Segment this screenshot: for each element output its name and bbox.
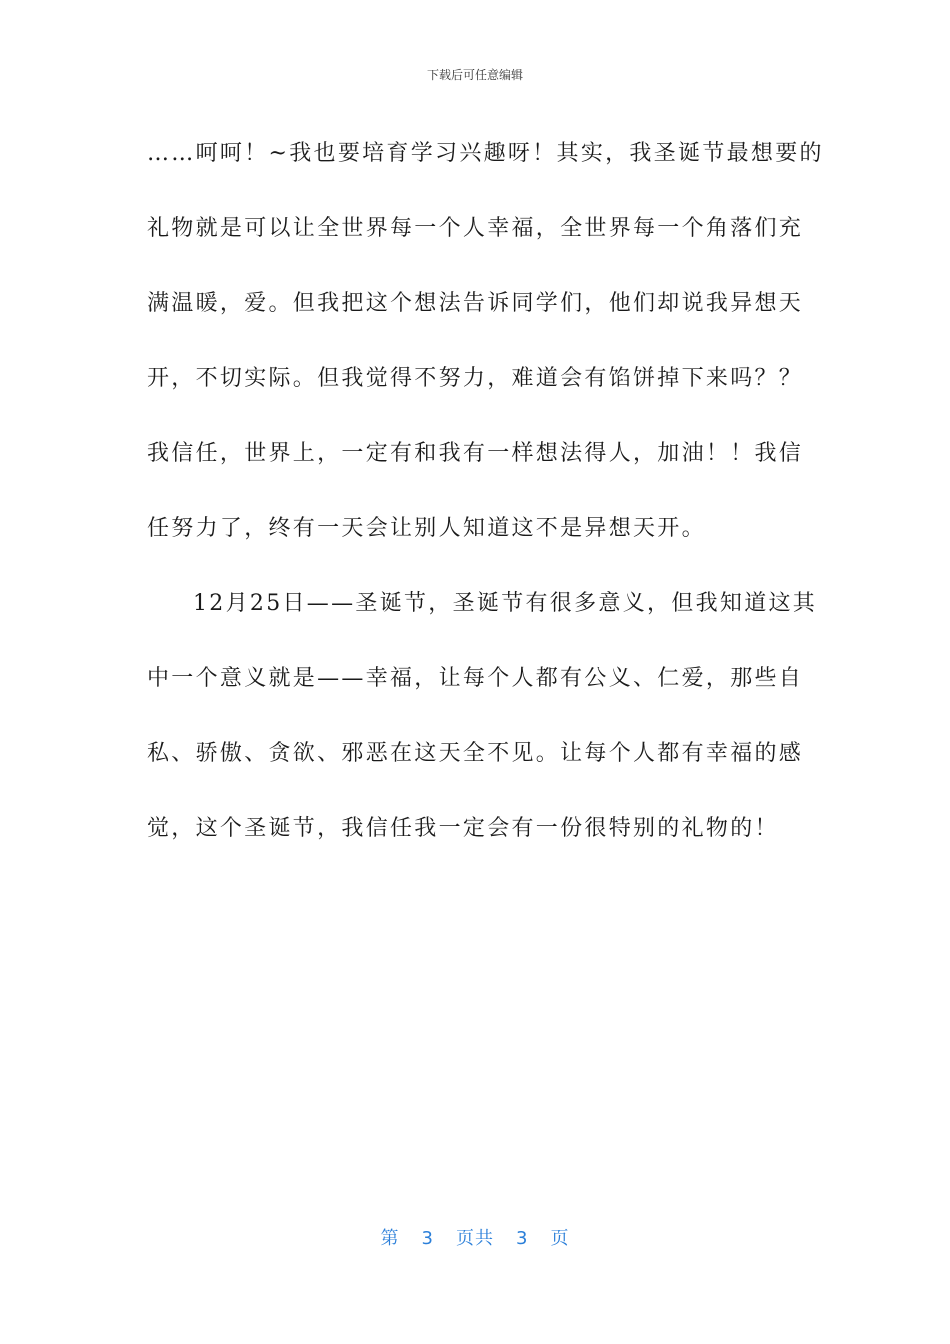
text-line: 满温暖，爱。但我把这个想法告诉同学们，他们却说我异想天 [147, 291, 804, 316]
page-footer [0, 1224, 950, 1250]
page-header: 下载后可任意编辑 [426, 68, 523, 82]
text-line: 开，不切实际。但我觉得不努力，难道会有馅饼掉下来吗？？ [147, 366, 804, 391]
current-page-number: 3 [421, 1228, 434, 1249]
paragraph-start-line: 12月25日——圣诞节，圣诞节有很多意义，但我知道这其 [193, 591, 818, 616]
total-pages-number: 3 [516, 1228, 529, 1249]
text-line: 礼物就是可以让全世界每一个人幸福，全世界每一个角落们充 [147, 216, 804, 241]
text-line: 私、骄傲、贪欲、邪恶在这天全不见。让每个人都有幸福的感 [147, 741, 804, 766]
text-line: 我信任，世界上，一定有和我有一样想法得人，加油！！我信 [147, 441, 804, 466]
text-line: ……呵呵！~我也要培育学习兴趣呀！其实，我圣诞节最想要的 [147, 141, 824, 166]
document-body [147, 116, 824, 866]
footer-prefix: 第 [380, 1228, 400, 1249]
text-line: 觉，这个圣诞节，我信任我一定会有一份很特别的礼物的！ [147, 816, 779, 841]
text-line: 任努力了，终有一天会让别人知道这不是异想天开。 [147, 516, 706, 541]
text-line: 中一个意义就是——幸福，让每个人都有公义、仁爱，那些自 [147, 666, 804, 691]
footer-middle: 页共 [456, 1228, 494, 1249]
footer-suffix: 页 [550, 1228, 570, 1249]
